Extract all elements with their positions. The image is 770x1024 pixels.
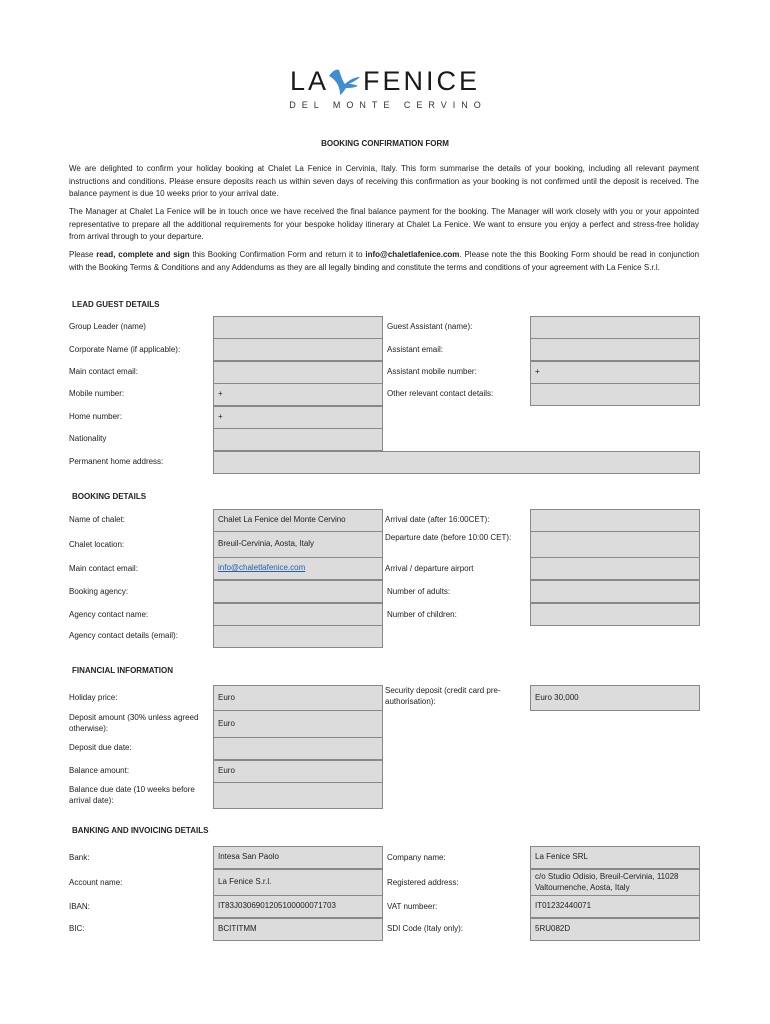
intro-paragraph-1: We are delighted to confirm your holiday booking at Chalet La Fenice in Cervinia, Italy. This form summarise the details of your booking, including all relevant payment instructions and conditions. Please ensure deposits reach us within seven days of receiving this confirmation as your booking is not confirmed until the deposit is received. The balance payment is due 10 weeks prior to your arrival date. [69,164,699,198]
section-financial-title: FINANCIAL INFORMATION [72,666,174,675]
agency-email-label: Agency contact details (email): [69,631,178,640]
logo-word-right: FENICE [363,66,481,96]
children-field[interactable] [530,603,700,626]
form-title: BOOKING CONFIRMATION FORM [321,139,449,148]
sdi-code-field[interactable]: 5RU082D [530,918,700,941]
holiday-price-field[interactable]: Euro [213,685,383,711]
deposit-due-label: Deposit due date: [69,743,132,752]
iban-label: IBAN: [69,902,90,911]
deposit-amount-field[interactable]: Euro [213,710,383,738]
intro-paragraph-3: Please read, complete and sign this Booking Confirmation Form and return it to info@chaletlafenice.com. Please note the this Booking Form should be read in conjunction with the Booking Terms & Conditions and any Addendums as they are all legally binding and constitute the terms and conditions of your agreement with La Fenice S.r.l. [69,250,700,272]
bic-label: BIC: [69,924,85,933]
logo-word-left: LA [289,66,329,96]
adults-label: Number of adults: [387,587,451,596]
departure-date-field[interactable] [530,531,700,558]
children-label: Number of children: [387,610,457,619]
booking-main-email-field[interactable] [213,557,383,580]
booking-main-email-label: Main contact email: [69,564,138,573]
iban-field[interactable]: IT83J0306901205100000071703 [213,895,383,918]
mobile-number-field[interactable]: + [213,383,383,406]
arrival-date-label: Arrival date (after 16:00CET): [385,515,490,524]
security-deposit-label: Security deposit (credit card pre-authorisation): [385,686,501,706]
assistant-email-label: Assistant email: [387,345,444,354]
assistant-mobile-field[interactable]: + [530,361,700,384]
assistant-email-field[interactable] [530,338,700,361]
adults-field[interactable] [530,580,700,603]
nationality-field[interactable] [213,428,383,451]
airport-label: Arrival / departure airport [385,564,474,573]
booking-agency-label: Booking agency: [69,587,129,596]
balance-amount-field[interactable]: Euro [213,760,383,783]
deposit-amount-label: Deposit amount (30% unless agreed otherwise): [69,713,199,733]
bic-field[interactable]: BCITITMM [213,918,383,941]
home-address-label: Permanent home address: [69,457,164,466]
vat-number-field[interactable]: IT01232440071 [530,895,700,918]
section-lead-guest-title: LEAD GUEST DETAILS [72,300,160,309]
agency-contact-field[interactable] [213,603,383,626]
other-contact-label: Other relevant contact details: [387,389,494,398]
home-number-label: Home number: [69,412,122,421]
section-booking-title: BOOKING DETAILS [72,492,147,501]
assistant-mobile-label: Assistant mobile number: [387,367,477,376]
vat-number-label: VAT numbeer: [387,902,438,911]
balance-amount-label: Balance amount: [69,766,130,775]
chalet-name-label: Name of chalet: [69,515,126,524]
section-banking-title: BANKING AND INVOICING DETAILS [72,826,209,835]
home-address-field[interactable] [213,451,700,474]
booking-agency-field[interactable] [213,580,383,603]
guest-assistant-field[interactable] [530,316,700,339]
corporate-name-label: Corporate Name (if applicable): [69,345,181,354]
holiday-price-label: Holiday price: [69,693,118,702]
home-number-field[interactable]: + [213,406,383,429]
booking-email-link[interactable]: info@chaletlafenice.com [218,563,306,573]
registered-address-label: Registered address: [387,878,459,887]
balance-due-field[interactable] [213,782,383,809]
logo [0,66,770,110]
security-deposit-field[interactable]: Euro 30,000 [530,685,700,711]
other-contact-field[interactable] [530,383,700,406]
guest-assistant-label: Guest Assistant (name): [387,322,473,331]
phoenix-wing-icon [327,68,361,96]
corporate-name-field[interactable] [213,338,383,361]
company-name-label: Company name: [387,853,446,862]
chalet-name-field[interactable]: Chalet La Fenice del Monte Cervino [213,509,383,532]
airport-field[interactable] [530,557,700,580]
bank-label: Bank: [69,853,90,862]
group-leader-label: Group Leader (name) [69,322,146,331]
intro-paragraph-2: The Manager at Chalet La Fenice will be in touch once we have received the final balance payment for the booking. The Manager will work closely with you or your appointed representative to prepare all the additional requirements for your bespoke holiday itinerary at Chalet La Fenice. We want to ensure you enjoy a perfect and stress-free holiday from arrival through to your departure. [69,207,699,241]
main-contact-email-label: Main contact email: [69,367,138,376]
account-name-label: Account name: [69,878,123,887]
company-name-field[interactable]: La Fenice SRL [530,846,700,869]
agency-email-field[interactable] [213,625,383,648]
deposit-due-field[interactable] [213,737,383,760]
contact-email-link[interactable]: info@chaletlafenice.com [365,250,460,259]
logo-subtitle: DEL MONTE CERVINO [289,100,487,110]
departure-date-label: Departure date (before 10:00 CET): [385,533,512,542]
chalet-location-field[interactable]: Breuil-Cervinia, Aosta, Italy [213,531,383,558]
balance-due-label: Balance due date (10 weeks before arrival date): [69,785,195,805]
group-leader-field[interactable] [213,316,383,339]
mobile-number-label: Mobile number: [69,389,125,398]
agency-contact-label: Agency contact name: [69,610,149,619]
account-name-field[interactable]: La Fenice S.r.l. [213,869,383,896]
registered-address-field[interactable]: c/o Studio Odisio, Breuil-Cervinia, 11028 Valtournenche, Aosta, Italy [530,869,700,896]
main-contact-email-field[interactable] [213,361,383,384]
chalet-location-label: Chalet location: [69,540,125,549]
bank-field[interactable]: Intesa San Paolo [213,846,383,869]
nationality-label: Nationality [69,434,107,443]
arrival-date-field[interactable] [530,509,700,532]
sdi-code-label: SDI Code (Italy only): [387,924,464,933]
